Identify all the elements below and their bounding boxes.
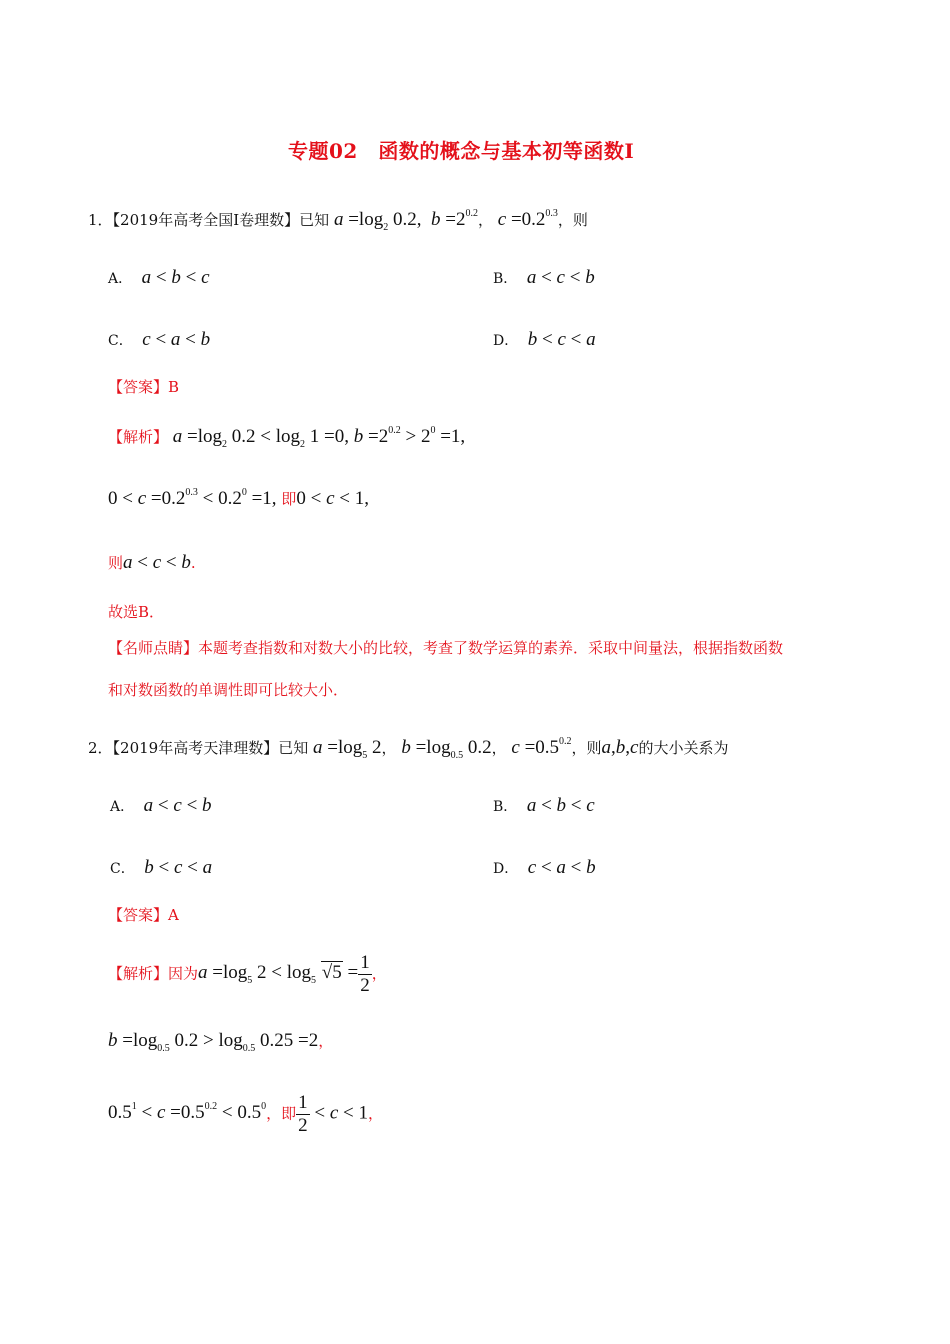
q1-option-d[interactable] <box>493 330 596 349</box>
option-label: C． <box>108 333 133 349</box>
option-expr: a < c < b <box>143 795 212 816</box>
answer-tag: 【答案】 <box>108 906 169 924</box>
tip-tag: 【名师点睛】 <box>108 639 199 657</box>
q2-analysis-step3 <box>108 1093 383 1136</box>
question-1-stem: 1．【2019年高考全国Ⅰ卷理数】已知 $a =\log_2$ 0.2, $b =2^{0.2}$， $c =0.2^{0.3}$，则 <box>88 208 588 233</box>
q2-analysis-step2 <box>108 1030 334 1054</box>
option-label: A． <box>108 271 133 287</box>
step-end: . <box>190 554 196 572</box>
analysis-tag: 【解析】 <box>108 428 169 446</box>
q1-option-b[interactable] <box>493 268 595 287</box>
math-expr: 0 < c < 1, <box>296 488 369 509</box>
question-source: 【2019年高考天津理数】 <box>112 739 279 757</box>
question-2-stem: 2．【2019年高考天津理数】已知 $a =\log_5$ 2， $b =\log_{0.5}$ 0.2， $c =0.5^{0.2}$，则a,b,c的大小关系为 <box>88 736 729 761</box>
option-label: C． <box>110 861 135 877</box>
question-source: 【2019年高考全国Ⅰ卷理数】 <box>112 211 300 229</box>
option-expr: c < a < b <box>527 857 596 878</box>
math-expr: < c < 1 <box>309 1102 368 1124</box>
question-lead: 已知 <box>278 739 309 757</box>
math-expr: a < c < b <box>123 552 191 573</box>
question-tail: 的大小关系为 <box>638 739 729 757</box>
condition-b: $b =\log_{0.5}$ 0.2 <box>401 737 492 761</box>
question-tail: ，则 <box>557 211 588 229</box>
math-expr: $b =\log_{0.5}$ $0.2 > \log_{0.5} 0.25 =2$ <box>108 1030 319 1054</box>
q1-analysis-step3 <box>108 553 196 572</box>
q2-answer <box>108 908 179 923</box>
answer-value: A <box>168 906 179 924</box>
comma: ， <box>371 964 387 983</box>
q1-conclusion: 故选B． <box>108 603 165 621</box>
comma: ， <box>367 1104 383 1123</box>
option-label: B． <box>493 271 518 287</box>
q2-option-a[interactable] <box>110 796 212 815</box>
fraction-half: $\frac{1}{2}$ <box>360 952 370 996</box>
question-number: 2． <box>88 739 113 757</box>
option-label: D． <box>493 333 519 349</box>
tip-text: 本题考查指数和对数大小的比较，考查了数学运算的素养．采取中间量法，根据指数函数 <box>198 639 784 657</box>
answer-value: B <box>168 378 180 396</box>
condition-c: $c =0.2^{0.3}$ <box>497 208 558 230</box>
question-lead: 已知 <box>299 211 330 229</box>
option-expr: a < b < c <box>526 795 595 816</box>
answer-tag: 【答案】 <box>108 378 169 396</box>
math-expr: $0.5^1 < c =0.5^{0.2} < 0.5^0$ <box>108 1101 267 1124</box>
q2-analysis-step1 <box>108 953 387 996</box>
q1-option-a[interactable] <box>108 268 210 287</box>
q1-analysis-step2 <box>108 489 369 508</box>
step-word: ，即 <box>266 1104 297 1123</box>
option-expr: b < c < a <box>144 857 213 878</box>
condition-c: $c =0.5^{0.2}$ <box>511 736 572 758</box>
q1-analysis-step1 <box>108 425 466 450</box>
math-expr: $0 < c =0.2^{0.3} < 0.2^0 =1$, <box>108 487 277 509</box>
option-expr: a < c < b <box>526 267 595 288</box>
question-number: 1． <box>88 211 113 229</box>
math-expr: $a =\log_5$ $2 < \log_5 √5$ = <box>198 962 359 987</box>
q2-option-d[interactable] <box>493 858 596 877</box>
fraction-half: $\frac{1}{2}$ <box>298 1092 308 1136</box>
page-title: 专题02 函数的概念与基本初等函数Ⅰ <box>288 139 635 163</box>
math-expr: $a =\log_2$ $0.2 < \log_2 1 =0$, $b =2^{0.2} > 2^0 =1$, <box>172 425 466 450</box>
step-word: 则 <box>108 554 124 572</box>
q1-option-c[interactable] <box>108 330 210 349</box>
condition-a: $a =\log_5$ 2 <box>313 737 382 761</box>
comma: ， <box>318 1032 334 1050</box>
q2-option-b[interactable] <box>493 796 595 815</box>
analysis-tag: 【解析】 <box>108 964 169 983</box>
condition-b: $b =2^{0.2}$ <box>431 208 478 230</box>
option-label: B． <box>493 799 518 815</box>
question-tail-pre: ，则 <box>571 739 602 757</box>
q2-option-c[interactable] <box>110 858 212 877</box>
step-word: 即 <box>281 490 297 508</box>
option-expr: c < a < b <box>142 329 211 350</box>
analysis-lead: 因为 <box>168 964 199 983</box>
q1-tip-line1 <box>108 641 783 656</box>
condition-a: $a =\log_2$ 0.2, <box>333 209 422 233</box>
option-expr: a < b < c <box>141 267 210 288</box>
option-expr: b < c < a <box>527 329 596 350</box>
variables: a,b,c <box>601 737 639 758</box>
q1-tip-line2: 和对数函数的单调性即可比较大小． <box>108 681 349 699</box>
option-label: A． <box>110 799 135 815</box>
q1-answer <box>108 380 179 395</box>
option-label: D． <box>493 861 519 877</box>
